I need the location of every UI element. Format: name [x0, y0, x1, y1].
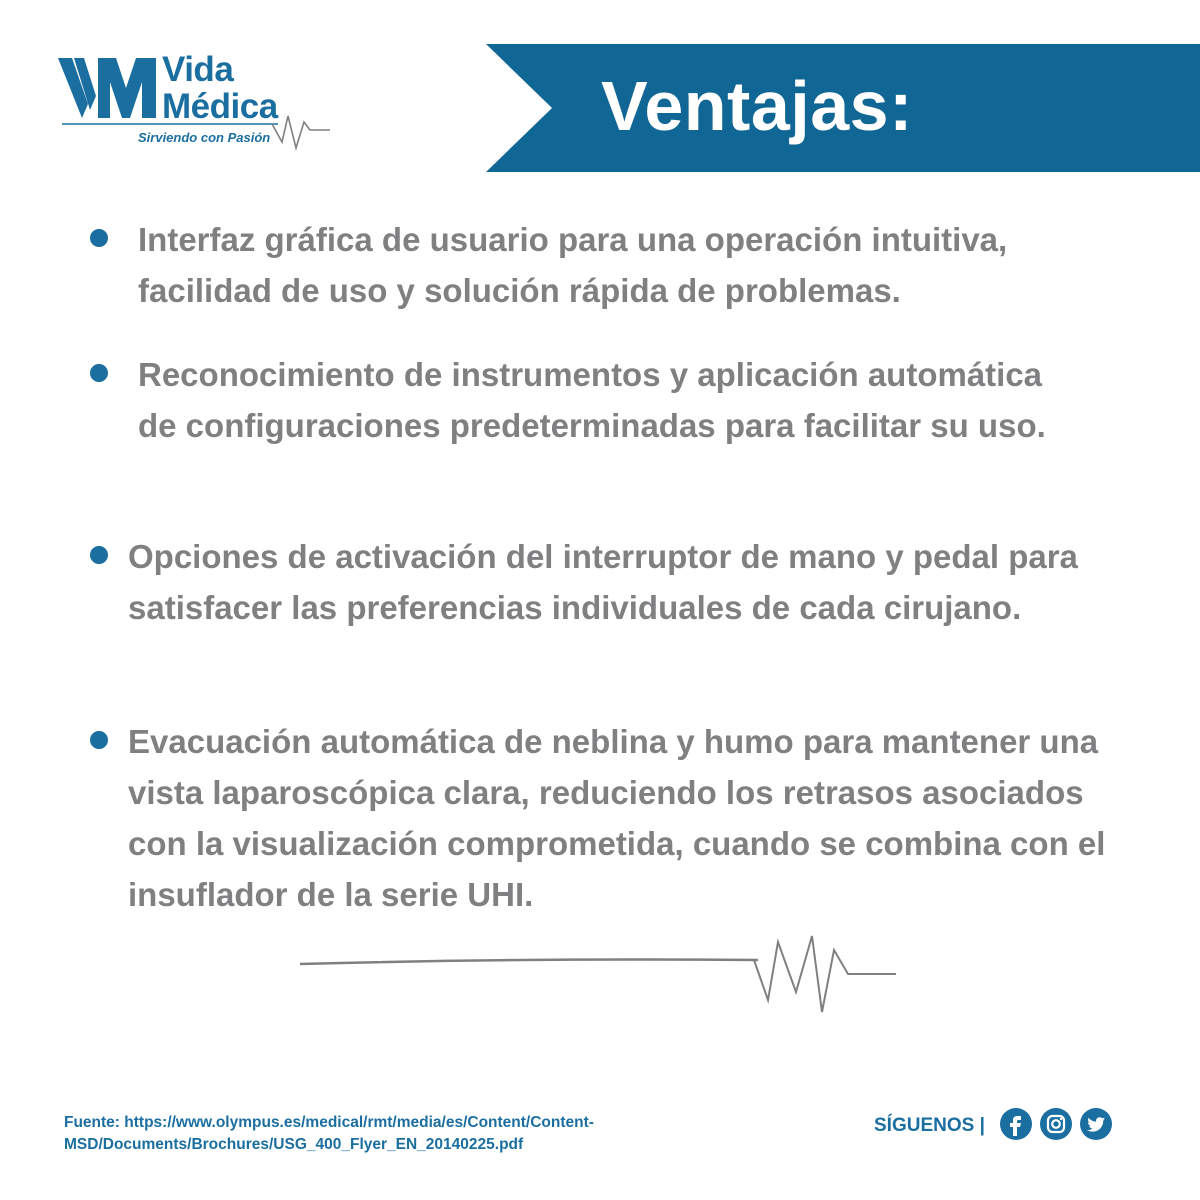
list-item-text: Interfaz gráfica de usuario para una operación intuitiva, facilidad de uso y solución rápida de problemas. [138, 221, 1008, 309]
instagram-icon[interactable] [1040, 1108, 1072, 1140]
page-title: Ventajas: [601, 67, 913, 145]
source-citation: Fuente: https://www.olympus.es/medical/rmt/media/es/Content/Content-MSD/Documents/Brochures/USG_400_Flyer_EN_20140225.pdf [64, 1114, 594, 1153]
list-item [128, 716, 1128, 920]
list-item-text: Evacuación automática de neblina y humo para mantener una vista laparoscópica clara, reduciendo los retrasos asociados con la visualización comprometida, cuando se combina con el insuflador de la serie UHI. [128, 723, 1106, 913]
brand-tagline: Sirviendo con Pasión [138, 130, 271, 145]
list-item [138, 214, 1118, 316]
facebook-icon[interactable] [1000, 1108, 1032, 1140]
brand-logo [58, 52, 348, 152]
follow-label: SÍGUENOS | [874, 1115, 985, 1136]
twitter-icon[interactable] [1080, 1108, 1112, 1140]
list-item-text: Reconocimiento de instrumentos y aplicación automática de configuraciones predeterminadas para facilitar su uso. [138, 356, 1046, 444]
bullet-dot [90, 364, 108, 382]
title-banner [486, 44, 1200, 172]
list-item-text: Opciones de activación del interruptor de mano y pedal para satisfacer las preferencias individuales de cada cirujano. [128, 538, 1078, 626]
brand-name-line2: Médica [162, 87, 278, 126]
bullet-dot [90, 546, 108, 564]
bullet-dot [90, 731, 108, 749]
list-item [128, 531, 1118, 633]
list-item [138, 349, 1078, 451]
brand-name-line1: Vida [162, 50, 234, 89]
vm-monogram-icon [58, 52, 162, 118]
bullet-dot [90, 229, 108, 247]
heartbeat-divider-icon [296, 930, 906, 1020]
